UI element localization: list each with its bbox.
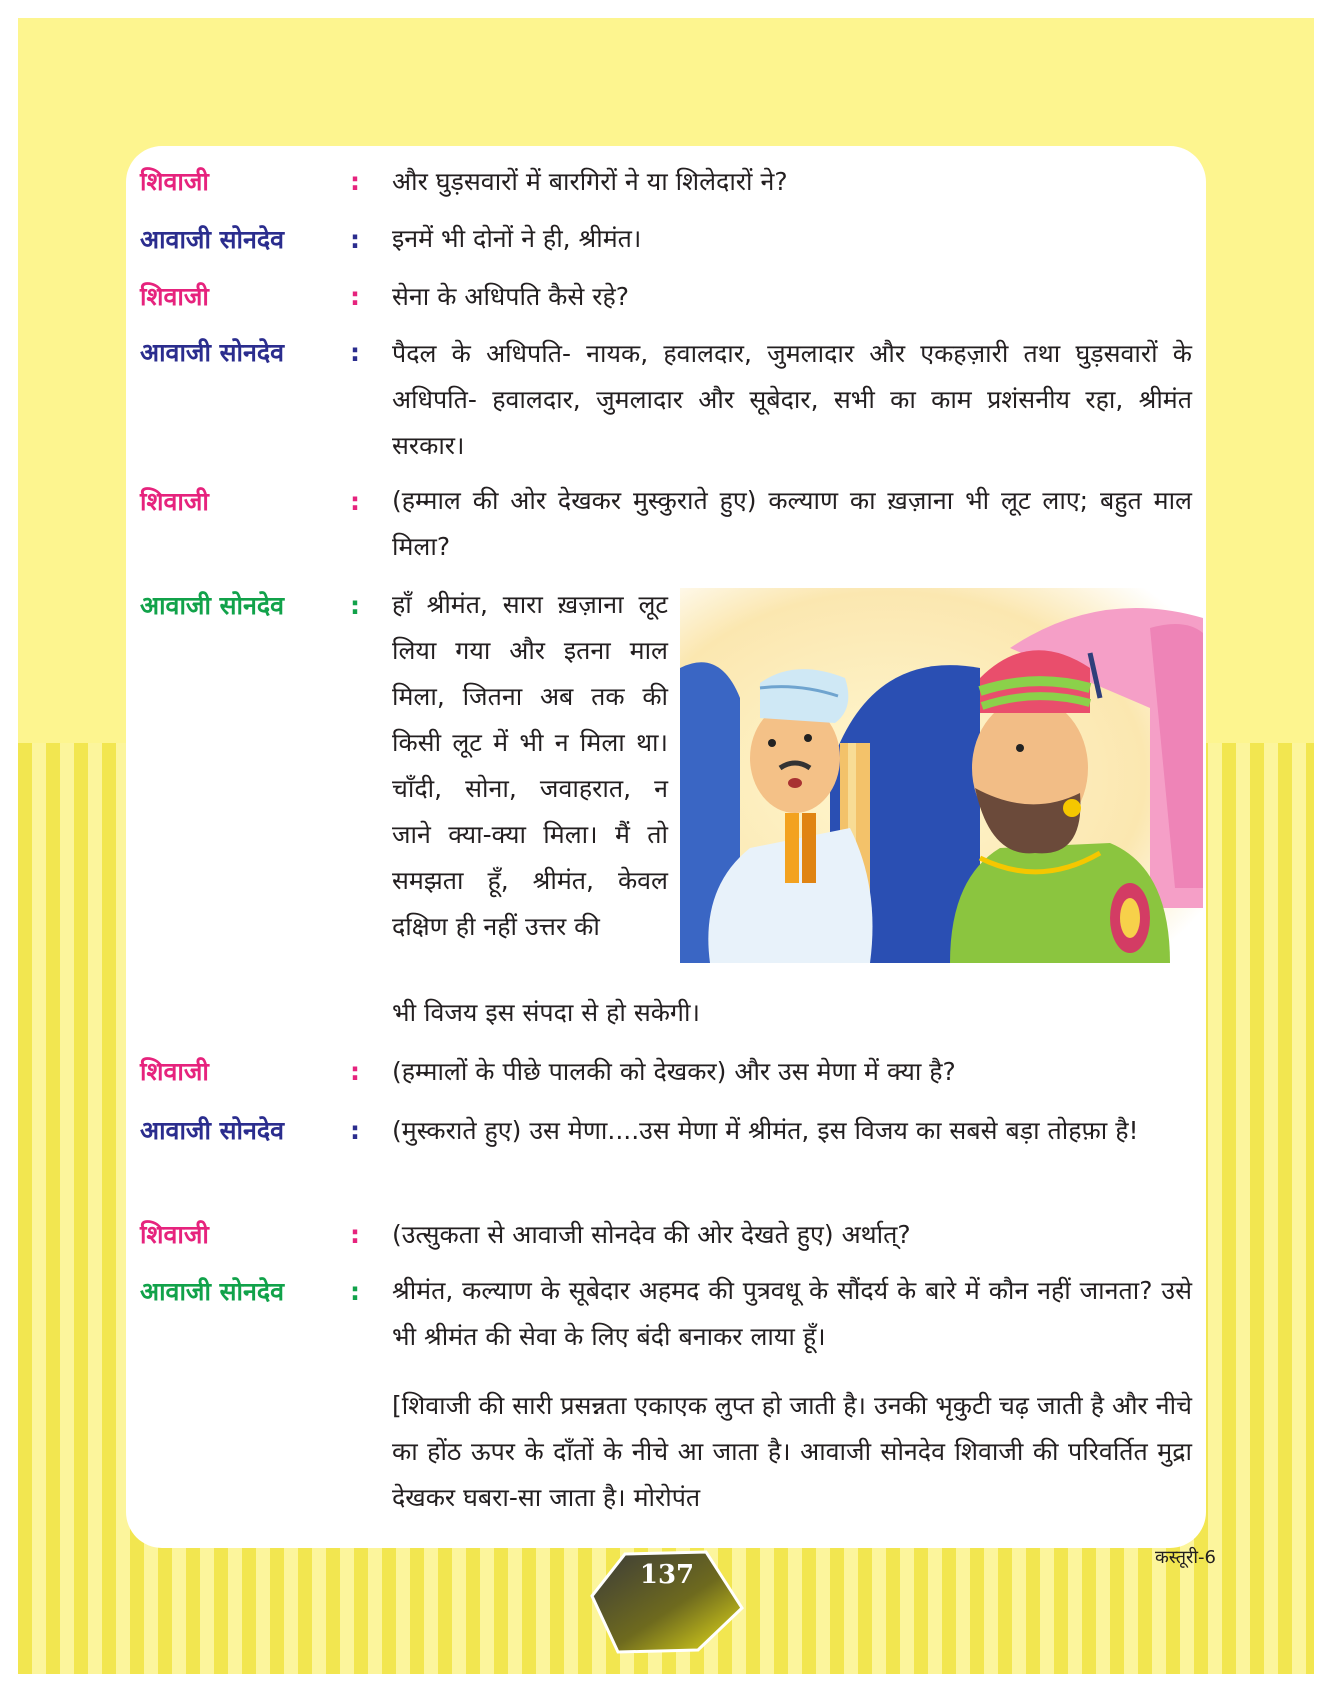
speaker-shivaji: शिवाजी [140,1057,209,1086]
page-number: 137 [639,1560,695,1590]
colon: : [350,225,360,254]
dialogue-text: (हम्मालों के पीछे पालकी को देखकर) और उस मेणा में क्या है? [392,1057,956,1086]
colon: : [350,282,360,311]
speaker-shivaji: शिवाजी [140,1220,209,1249]
speaker-shivaji: शिवाजी [140,282,209,311]
colon: : [350,591,360,620]
colon: : [350,1057,360,1086]
colon: : [350,1116,360,1145]
dialogue-text-tail: भी विजय इस संपदा से हो सकेगी। [392,998,700,1027]
dialogue-text: श्रीमंत, कल्याण के सूबेदार अहमद की पुत्रवधू के सौंदर्य के बारे में कौन नहीं जानता? उसे भी श्रीमंत की सेवा के लिए बंदी बनाकर लाया हूँ। [392,1276,1192,1351]
colon: : [350,1277,360,1306]
speaker-shivaji: शिवाजी [140,167,209,196]
speaker-aavaji: आवाजी सोनदेव [140,1116,285,1145]
colon: : [350,487,360,516]
speaker-shivaji: शिवाजी [140,487,209,516]
speaker-aavaji: आवाजी सोनदेव [140,338,285,367]
book-label: कस्तूरी-6 [1154,1547,1216,1568]
colon: : [350,338,360,367]
dialogue-text: और घुड़सवारों में बारगिरों ने या शिलेदारों ने? [392,167,788,196]
dialogue-text: (हम्माल की ओर देखकर मुस्कुराते हुए) कल्याण का ख़ज़ाना भी लूट लाए; बहुत माल मिला? [392,486,1192,561]
stage-direction: [शिवाजी की सारी प्रसन्नता एकाएक लुप्त हो जाती है। उनकी भृकुटी चढ़ जाती है और नीचे का होंठ ऊपर के दाँतों के नीचे आ जाता है। आवाजी सोनदेव शिवाजी की परिवर्तित मुद्रा देखकर घबरा-सा जाता है। मोरोपंत [392,1391,1192,1512]
speaker-aavaji: आवाजी सोनदेव [140,225,285,254]
dialogue-text: हाँ श्रीमंत, सारा ख़ज़ाना लूट लिया गया और इतना माल मिला, जितना अब तक की किसी लूट में भी न मिला था। चाँदी, सोना, जवाहरात, न जाने क्या-क्या मिला। मैं तो समझता हूँ, श्रीमंत, केवल दक्षिण ही नहीं उत्तर की [392,590,668,941]
dialogue-text: इनमें भी दोनों ने ही, श्रीमंत। [392,224,642,253]
dialogue-text: पैदल के अधिपति- नायक, हवालदार, जुमलादार और एकहज़ारी तथा घुड़सवारों के अधिपति- हवालदार, जुमलादार और सूबेदार, सभी का काम प्रशंसनीय रहा, श्रीमंत सरकार। [392,339,1192,460]
speaker-aavaji: आवाजी सोनदेव [140,1277,285,1306]
illustration-shivaji-aavaji [680,588,1203,963]
colon: : [350,1220,360,1249]
dialogue-text: (मुस्कराते हुए) उस मेणा....उस मेणा में श्रीमंत, इस विजय का सबसे बड़ा तोहफ़ा है! [392,1116,1139,1145]
dialogue-text: (उत्सुकता से आवाजी सोनदेव की ओर देखते हुए) अर्थात्? [392,1220,911,1249]
dialogue-text: सेना के अधिपति कैसे रहे? [392,282,629,311]
colon: : [350,167,360,196]
speaker-aavaji: आवाजी सोनदेव [140,591,285,620]
